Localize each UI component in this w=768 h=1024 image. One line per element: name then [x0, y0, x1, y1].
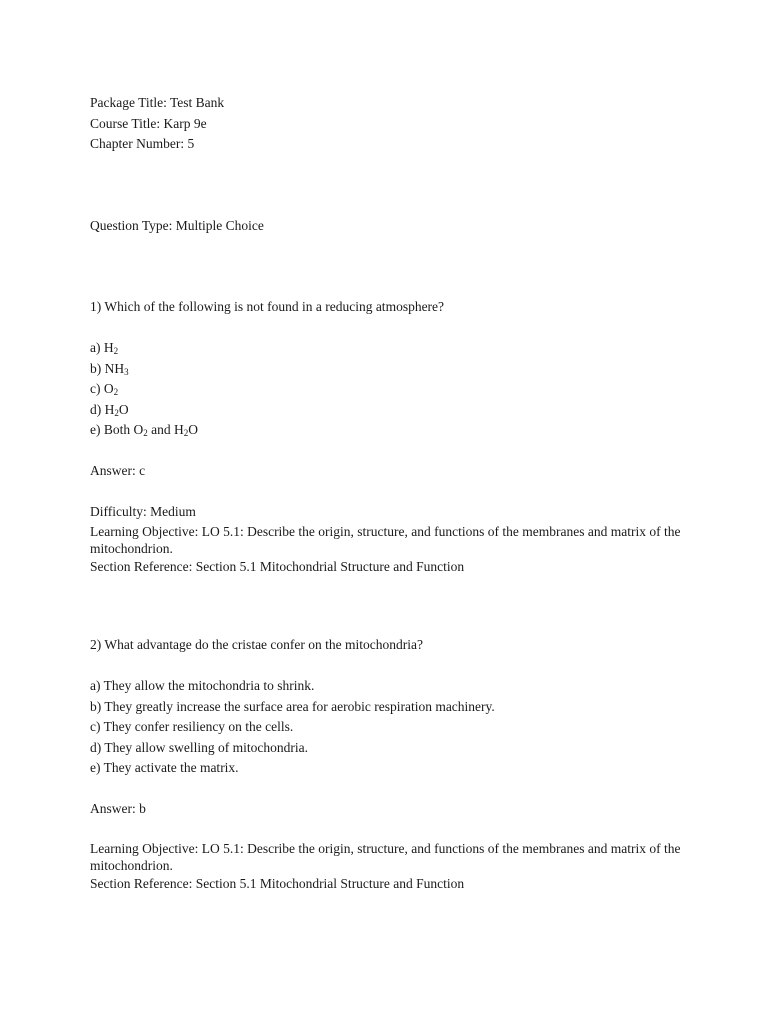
difficulty: Difficulty: Medium: [90, 504, 196, 519]
answer: Answer: b: [90, 801, 146, 816]
option-d: d) They allow swelling of mitochondria.: [90, 739, 308, 755]
option-c: c) They confer resiliency on the cells.: [90, 719, 294, 734]
learning-objective: Learning Objective: LO 5.1: Describe the origin, structure, and functions of the membranes and matrix of the mitochondrion.: [90, 523, 681, 556]
answer: Answer: c: [90, 463, 146, 478]
option-a: a) They allow the mitochondria to shrink.: [90, 678, 315, 693]
question-block-2: [90, 635, 690, 895]
package-title: Package Title: Test Bank: [90, 95, 225, 110]
option-b: b) $NH_3$: [90, 360, 129, 377]
option-e: e) They activate the matrix.: [90, 760, 239, 775]
section-reference: Section Reference: Section 5.1 Mitochondrial Structure and Function: [90, 558, 465, 574]
learning-objective: Learning Objective: LO 5.1: Describe the origin, structure, and functions of the membranes and matrix of the mitochondrion.: [90, 841, 681, 873]
question-text: 1) Which of the following is not found in a reducing atmosphere?: [90, 299, 445, 314]
option-a: a) $H_2$: [90, 340, 119, 356]
option-b: b) They greatly increase the surface area for aerobic respiration machinery.: [90, 698, 495, 714]
chapter-number: Chapter Number: 5: [90, 136, 195, 151]
option-c: c) $O_2$: [90, 381, 119, 397]
document-page: [90, 93, 690, 895]
question-text: 2) What advantage do the cristae confer on the mitochondria?: [90, 637, 423, 652]
option-e: e) Both $O_2$ and $H_2O$: [90, 422, 198, 438]
question-type: Question Type: Multiple Choice: [90, 217, 264, 233]
section-reference: Section Reference: Section 5.1 Mitochondrial Structure and Function: [90, 876, 465, 891]
course-title: Course Title: Karp 9e: [90, 115, 207, 131]
option-d: d) $H_2O$: [90, 401, 129, 418]
question-block-1: [90, 297, 690, 577]
